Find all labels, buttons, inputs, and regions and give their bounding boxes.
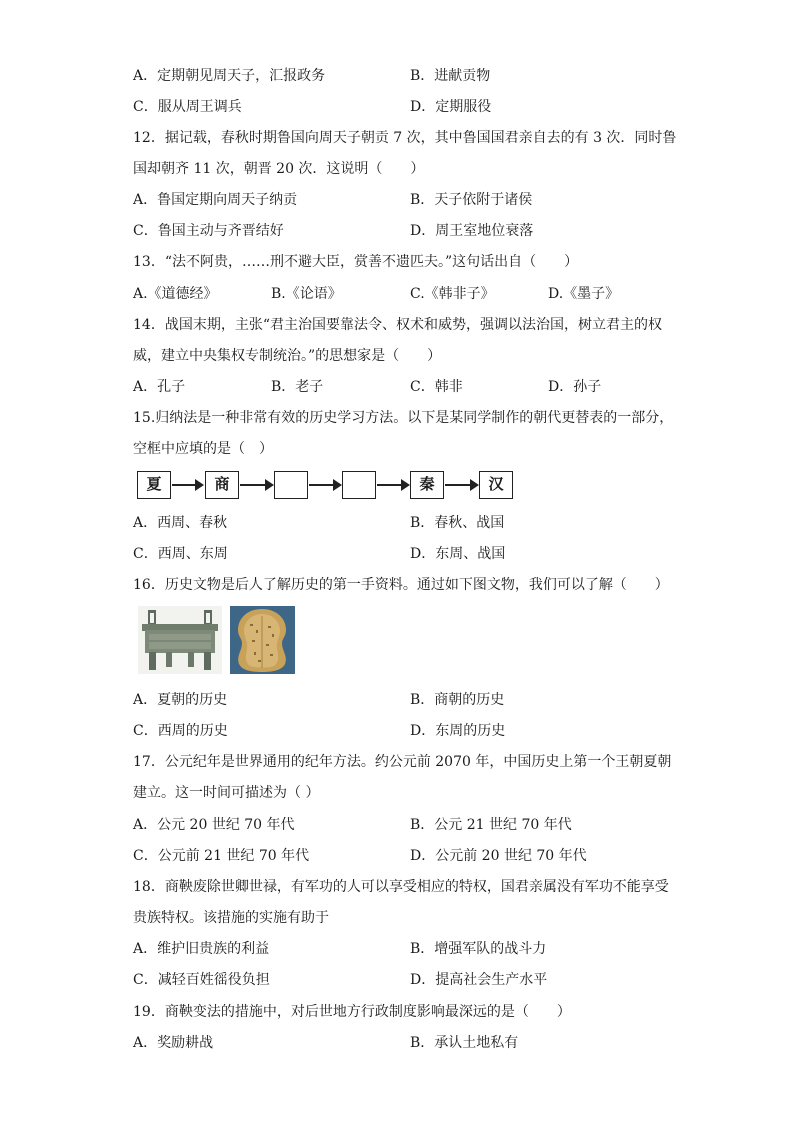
dynasty-box-5: 秦: [410, 471, 444, 499]
q16-option-a[interactable]: A．夏朝的历史: [133, 692, 228, 708]
q14-options-row: [133, 377, 693, 397]
q11-option-a[interactable]: A．定期朝见周天子，汇报政务: [133, 68, 326, 84]
q15-option-d[interactable]: D．东周、战国: [410, 546, 506, 562]
q15-option-b[interactable]: B．春秋、战国: [410, 515, 505, 531]
dynasty-box-4-blank: [342, 471, 376, 499]
q14-option-b[interactable]: B．老子: [271, 379, 324, 395]
q16-option-b[interactable]: B．商朝的历史: [410, 692, 505, 708]
oracle-bone-image: [230, 606, 295, 674]
q17-option-b[interactable]: B．公元 21 世纪 70 年代: [410, 817, 572, 833]
q15-stem-line-1: 15.归纳法是一种非常有效的历史学习方法。以下是某同学制作的朝代更替表的一部分，: [133, 410, 674, 426]
q18-option-d[interactable]: D．提高社会生产水平: [410, 972, 548, 988]
q19-option-a[interactable]: A．奖励耕战: [133, 1035, 214, 1051]
dynasty-box-2: 商: [205, 471, 239, 499]
q15-options-row-2: [133, 544, 693, 564]
q18-options-row-1: [133, 939, 693, 959]
q13-option-a[interactable]: A.《道德经》: [133, 286, 218, 302]
q16-options-row-1: [133, 690, 693, 710]
q15-option-c[interactable]: C．西周、东周: [133, 546, 228, 562]
q12-stem-line-1: 12．据记载，春秋时期鲁国向周天子朝贡 7 次，其中鲁国国君亲自去的有 3 次．同时鲁: [133, 130, 677, 146]
dynasty-box-3-blank: [274, 471, 308, 499]
q16-options-row-2: [133, 721, 693, 741]
q14-option-c[interactable]: C．韩非: [410, 379, 463, 395]
q15-options-row-1: [133, 513, 693, 533]
q19-stem-line-1: 19．商鞅变法的措施中，对后世地方行政制度影响最深远的是（ ）: [133, 1004, 571, 1020]
q12-options-row-1: [133, 190, 693, 210]
q13-option-d[interactable]: D.《墨子》: [548, 286, 620, 302]
q18-options-row-2: [133, 970, 693, 990]
q18-stem-line-1: 18．商鞅废除世卿世禄，有军功的人可以享受相应的特权，国君亲属没有军功不能享受: [133, 879, 669, 895]
q14-stem-line-1: 14．战国末期，主张“君主治国要靠法令、权术和威势，强调以法治国，树立君主的权: [133, 317, 662, 333]
q15-option-a[interactable]: A．西周、春秋: [133, 515, 228, 531]
q11-options-row-1: [133, 66, 693, 86]
q11-option-d[interactable]: D．定期服役: [410, 99, 492, 115]
q13-option-b[interactable]: B.《论语》: [271, 286, 342, 302]
flow-arrow-4: [377, 484, 408, 486]
q17-option-a[interactable]: A．公元 20 世纪 70 年代: [133, 817, 295, 833]
q14-option-d[interactable]: D．孙子: [548, 379, 602, 395]
q16-stem-line-1: 16．历史文物是后人了解历史的第一手资料。通过如下图文物，我们可以了解（ ）: [133, 577, 669, 593]
q18-stem-line-2: 贵族特权。该措施的实施有助于: [133, 910, 329, 926]
q17-options-row-1: [133, 815, 693, 835]
q16-option-d[interactable]: D．东周的历史: [410, 723, 506, 739]
dynasty-box-1: 夏: [137, 471, 171, 499]
q17-stem-line-2: 建立。这一时间可描述为（ ）: [133, 785, 320, 801]
q18-option-c[interactable]: C．减轻百姓徭役负担: [133, 972, 270, 988]
q11-option-c[interactable]: C．服从周王调兵: [133, 99, 242, 115]
q13-options-row: [133, 284, 693, 304]
q18-option-a[interactable]: A．维护旧贵族的利益: [133, 941, 270, 957]
q12-stem-line-2: 国却朝齐 11 次，朝晋 20 次．这说明（ ）: [133, 161, 425, 177]
q17-option-c[interactable]: C．公元前 21 世纪 70 年代: [133, 848, 310, 864]
q18-option-b[interactable]: B．增强军队的战斗力: [410, 941, 547, 957]
q13-option-c[interactable]: C.《韩非子》: [410, 286, 495, 302]
q15-stem-line-2: 空框中应填的是（ ）: [133, 441, 273, 457]
dynasty-box-6: 汉: [479, 471, 513, 499]
q11-options-row-2: [133, 97, 693, 117]
flow-arrow-1: [172, 484, 202, 486]
q14-option-a[interactable]: A．孔子: [133, 379, 186, 395]
q11-option-b[interactable]: B．进献贡物: [410, 68, 491, 84]
bronze-ding-image: [138, 606, 222, 674]
q16-option-c[interactable]: C．西周的历史: [133, 723, 228, 739]
flow-arrow-2: [240, 484, 272, 486]
q12-option-a[interactable]: A．鲁国定期向周天子纳贡: [133, 192, 298, 208]
q19-option-b[interactable]: B．承认土地私有: [410, 1035, 519, 1051]
q19-options-row-1: [133, 1033, 693, 1053]
q14-stem-line-2: 威，建立中央集权专制统治。”的思想家是（ ）: [133, 348, 442, 364]
q13-stem-line-1: 13．“法不阿贵，……刑不避大臣，赏善不遗匹夫。”这句话出自（ ）: [133, 254, 579, 270]
q12-options-row-2: [133, 221, 693, 241]
q12-option-b[interactable]: B．天子依附于诸侯: [410, 192, 533, 208]
flow-arrow-5: [445, 484, 477, 486]
q12-option-d[interactable]: D．周王室地位衰落: [410, 223, 534, 239]
q17-stem-line-1: 17．公元纪年是世界通用的纪年方法。约公元前 2070 年，中国历史上第一个王朝夏朝: [133, 754, 672, 770]
flow-arrow-3: [309, 484, 340, 486]
q12-option-c[interactable]: C．鲁国主动与齐晋结好: [133, 223, 284, 239]
q17-option-d[interactable]: D．公元前 20 世纪 70 年代: [410, 848, 587, 864]
q17-options-row-2: [133, 846, 693, 866]
